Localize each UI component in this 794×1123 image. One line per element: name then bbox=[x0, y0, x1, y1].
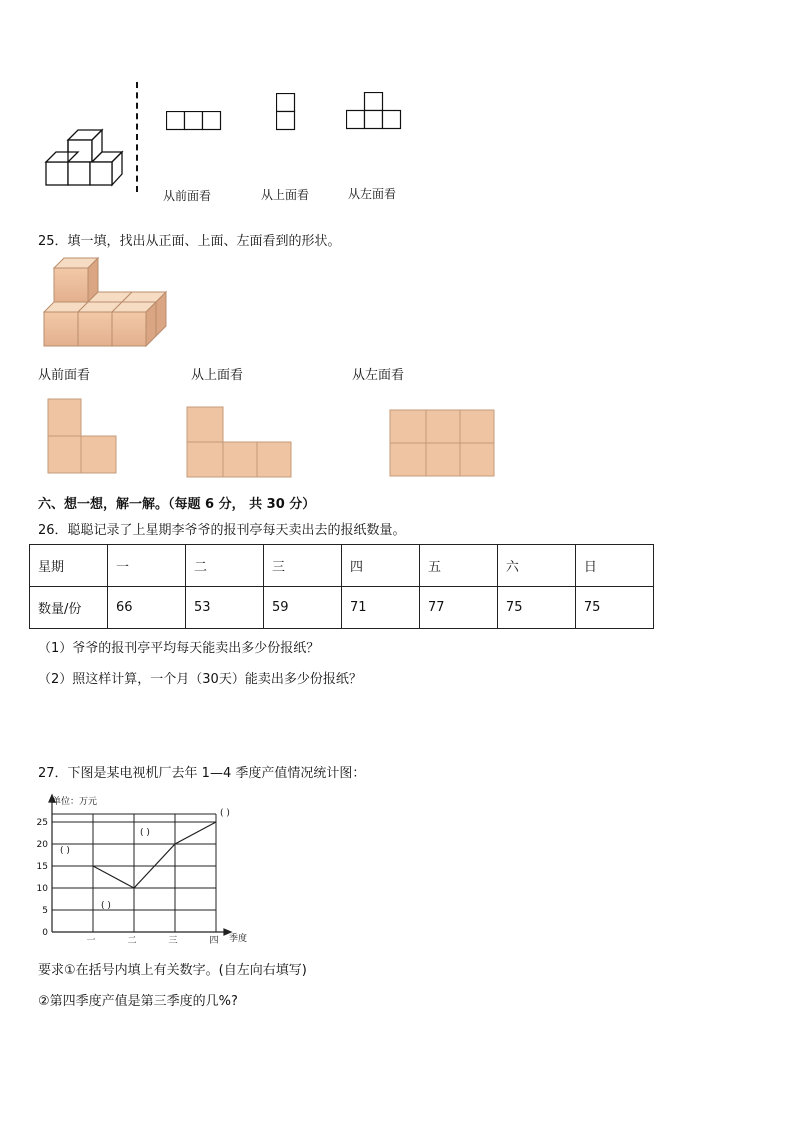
q26-sub1: （1）爷爷的报刊亭平均每天能卖出多少份报纸？ bbox=[38, 641, 320, 656]
table-day: 三 bbox=[263, 545, 341, 587]
table-row bbox=[30, 545, 654, 587]
table-row-label: 数量/份 bbox=[30, 587, 108, 629]
q25-label-top: 从上面看 bbox=[191, 368, 244, 383]
section6-heading: 六、想一想，解一解。（每题 6 分， 共 30 分） bbox=[38, 497, 316, 512]
table-row bbox=[30, 587, 654, 629]
table-count: 66 bbox=[108, 587, 186, 629]
q27-req1: 要求①在括号内填上有关数字。(自左向右填写) bbox=[38, 963, 307, 978]
y-axis-label: 单位：万元 bbox=[52, 797, 98, 807]
q26-prompt: 26．聪聪记录了上星期李爷爷的报刊亭每天卖出去的报纸数量。 bbox=[38, 523, 406, 538]
table-count: 75 bbox=[575, 587, 653, 629]
x-tick-label: 一 bbox=[86, 936, 96, 946]
production-series-line bbox=[93, 822, 216, 888]
table-count: 53 bbox=[185, 587, 263, 629]
value-blank-annotation: ( ) bbox=[140, 828, 150, 839]
front-view-shape bbox=[166, 111, 222, 131]
q25-label-left: 从左面看 bbox=[352, 368, 405, 383]
table-count: 77 bbox=[419, 587, 497, 629]
table-day: 四 bbox=[341, 545, 419, 587]
x-axis-label: 季度 bbox=[229, 934, 248, 944]
y-tick-label: 5 bbox=[42, 906, 48, 916]
q27-prompt: 27．下图是某电视机厂去年 1—4 季度产值情况统计图： bbox=[38, 766, 366, 781]
q25-label-front: 从前面看 bbox=[38, 368, 91, 383]
table-day: 一 bbox=[108, 545, 186, 587]
table-day: 二 bbox=[185, 545, 263, 587]
table-day: 五 bbox=[419, 545, 497, 587]
table-header-label: 星期 bbox=[30, 545, 108, 587]
y-tick-label: 15 bbox=[36, 862, 48, 872]
x-tick-label: 二 bbox=[127, 936, 137, 946]
y-tick-label: 0 bbox=[42, 928, 48, 938]
y-tick-label: 25 bbox=[36, 818, 48, 828]
q25-cube-figure bbox=[42, 256, 172, 350]
y-tick-label: 20 bbox=[36, 840, 48, 850]
q25-front-view bbox=[47, 398, 119, 476]
q25-top-view bbox=[186, 406, 294, 478]
table-count: 75 bbox=[497, 587, 575, 629]
q25-left-view bbox=[389, 409, 497, 479]
dashed-divider bbox=[136, 82, 138, 192]
production-line-chart bbox=[30, 790, 270, 950]
cube-stack-figure bbox=[40, 78, 140, 193]
label-top-view: 从上面看 bbox=[261, 188, 310, 202]
label-left-view: 从左面看 bbox=[348, 187, 397, 201]
top-view-shape bbox=[276, 93, 296, 131]
table-day: 六 bbox=[497, 545, 575, 587]
y-tick-label: 10 bbox=[36, 884, 48, 894]
q25-prompt: 25．填一填，找出从正面、上面、左面看到的形状。 bbox=[38, 234, 341, 249]
table-day: 日 bbox=[575, 545, 653, 587]
value-blank-annotation: ( ) bbox=[220, 808, 230, 819]
q27-req2: ②第四季度产值是第三季度的几%? bbox=[38, 994, 238, 1009]
x-tick-label: 四 bbox=[209, 936, 219, 946]
x-tick-label: 三 bbox=[168, 936, 178, 946]
newspaper-sales-table bbox=[29, 544, 654, 629]
value-blank-annotation: ( ) bbox=[101, 900, 111, 911]
value-blank-annotation: ( ) bbox=[60, 845, 70, 856]
left-view-shape bbox=[346, 92, 404, 130]
label-front-view: 从前面看 bbox=[163, 189, 212, 203]
table-count: 71 bbox=[341, 587, 419, 629]
table-count: 59 bbox=[263, 587, 341, 629]
q26-sub2: （2）照这样计算，一个月（30天）能卖出多少份报纸？ bbox=[38, 672, 362, 687]
